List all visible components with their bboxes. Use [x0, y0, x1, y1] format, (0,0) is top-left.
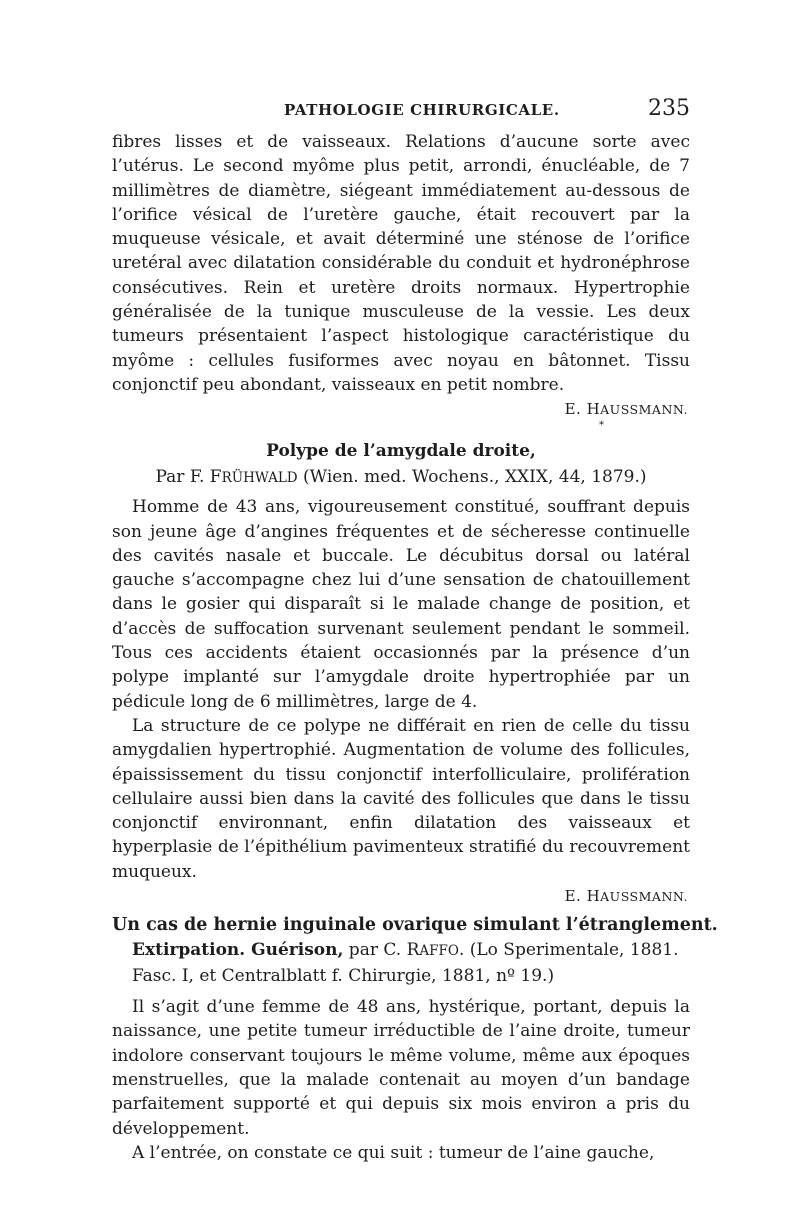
- byline-source: (Wien. med. Wochens., XXIX, 44, 1879.): [297, 467, 647, 488]
- signature-surname: AUSSMANN.: [600, 402, 688, 418]
- subtitle-bold: Extirpation. Guérison,: [132, 940, 344, 961]
- separator-asterisk: *: [599, 420, 604, 432]
- third-article-title: Un cas de hernie inguinale ovarique simulant l’étranglement.: [112, 915, 718, 936]
- subtitle-by: par C. R: [343, 940, 420, 961]
- first-article-signature: [112, 397, 690, 422]
- second-article-paragraph-2: La structure de ce polype ne différait en rien de celle du tissu amygdalien hypertrophié. Augmentation de volume des follicules, épaississement du tissu conjonctif interfolliculaire, prolifération cellulaire aussi bien dans la cavité des follicules que dans le tissu conjonctif environnant, enfin dilatation des vaisseaux et hyperplasie de l’épithélium pavimenteux stratifié du recouvrement muqueux.: [112, 715, 690, 882]
- first-article-paragraph: fibres lisses et de vaisseaux. Relations d’aucune sorte avec l’utérus. Le second myôme plus petit, arrondi, énucléable, de 7 millimètres de diamètre, siégeant immédiatement au-dessous de l’orifice vésical de l’uretère gauche, était recouvert par la muqueuse vésicale, et avait déterminé une sténose de l’orifice uretéral avec dilatation considérable du conduit et hydronéphrose consécutives. Rein et uretère droits normaux. Hypertrophie généralisée de la tunique musculeuse de la vessie. Les deux tumeurs présentaient l’aspect histologique caractéristique du myôme : cellules fusiformes avec noyau en bâtonnet. Tissu conjonctif peu abondant, vaisseaux en petit nombre.: [112, 132, 690, 395]
- byline-author: RÜHWALD: [221, 470, 298, 487]
- signature-initial: E. H: [564, 887, 601, 906]
- page-text: [112, 130, 718, 1165]
- second-article-title: Polype de l’amygdale droite,: [266, 441, 536, 462]
- second-article-paragraph-1: Homme de 43 ans, vigoureusement constitué, souffrant depuis son jeune âge d’angines fréquentes et de sécheresse continuelle des cavités nasale et buccale. Le décubitus dorsal ou latéral gauche s’accompagne chez lui d’une sensation de chatouillement dans le gosier qui disparaît si le malade change de position, et d’accès de suffocation survenant seulement pendant le sommeil. Tous ces accidents étaient occasionnés par la présence d’un polype implanté sur l’amygdale droite hypertrophiée par un pédicule long de 6 millimètres, large de 4.: [112, 497, 690, 712]
- page-number: 235: [648, 96, 690, 121]
- page-header: [112, 96, 690, 126]
- subtitle-source: . (Lo Sperimentale, 1881. Fasc. I, et Centralblatt f. Chirurgie, 1881, nº 19.): [132, 940, 679, 987]
- signature-surname: AUSSMANN.: [600, 889, 688, 905]
- third-article-subtitle: [112, 938, 690, 989]
- running-title: PATHOLOGIE CHIRURGICALE.: [284, 101, 560, 119]
- signature-initial: E. H: [564, 400, 601, 419]
- second-article-signature: [112, 884, 690, 909]
- subtitle-author: AFFO: [419, 943, 459, 960]
- byline-prefix: Par F. F: [155, 467, 222, 488]
- third-article-paragraph-2: A l’entrée, on constate ce qui suit : tumeur de l’aine gauche,: [132, 1142, 655, 1163]
- second-article-byline: [112, 464, 690, 491]
- third-article-paragraph-1: Il s’agit d’une femme de 48 ans, hystérique, portant, depuis la naissance, une petite tumeur irréductible de l’aine droite, tumeur indolore conservant toujours le même volume, même aux époques menstruelles, que la malade contenait au moyen d’un bandage parfaitement supporté et qui depuis six mois environ a pris du développement.: [112, 997, 690, 1139]
